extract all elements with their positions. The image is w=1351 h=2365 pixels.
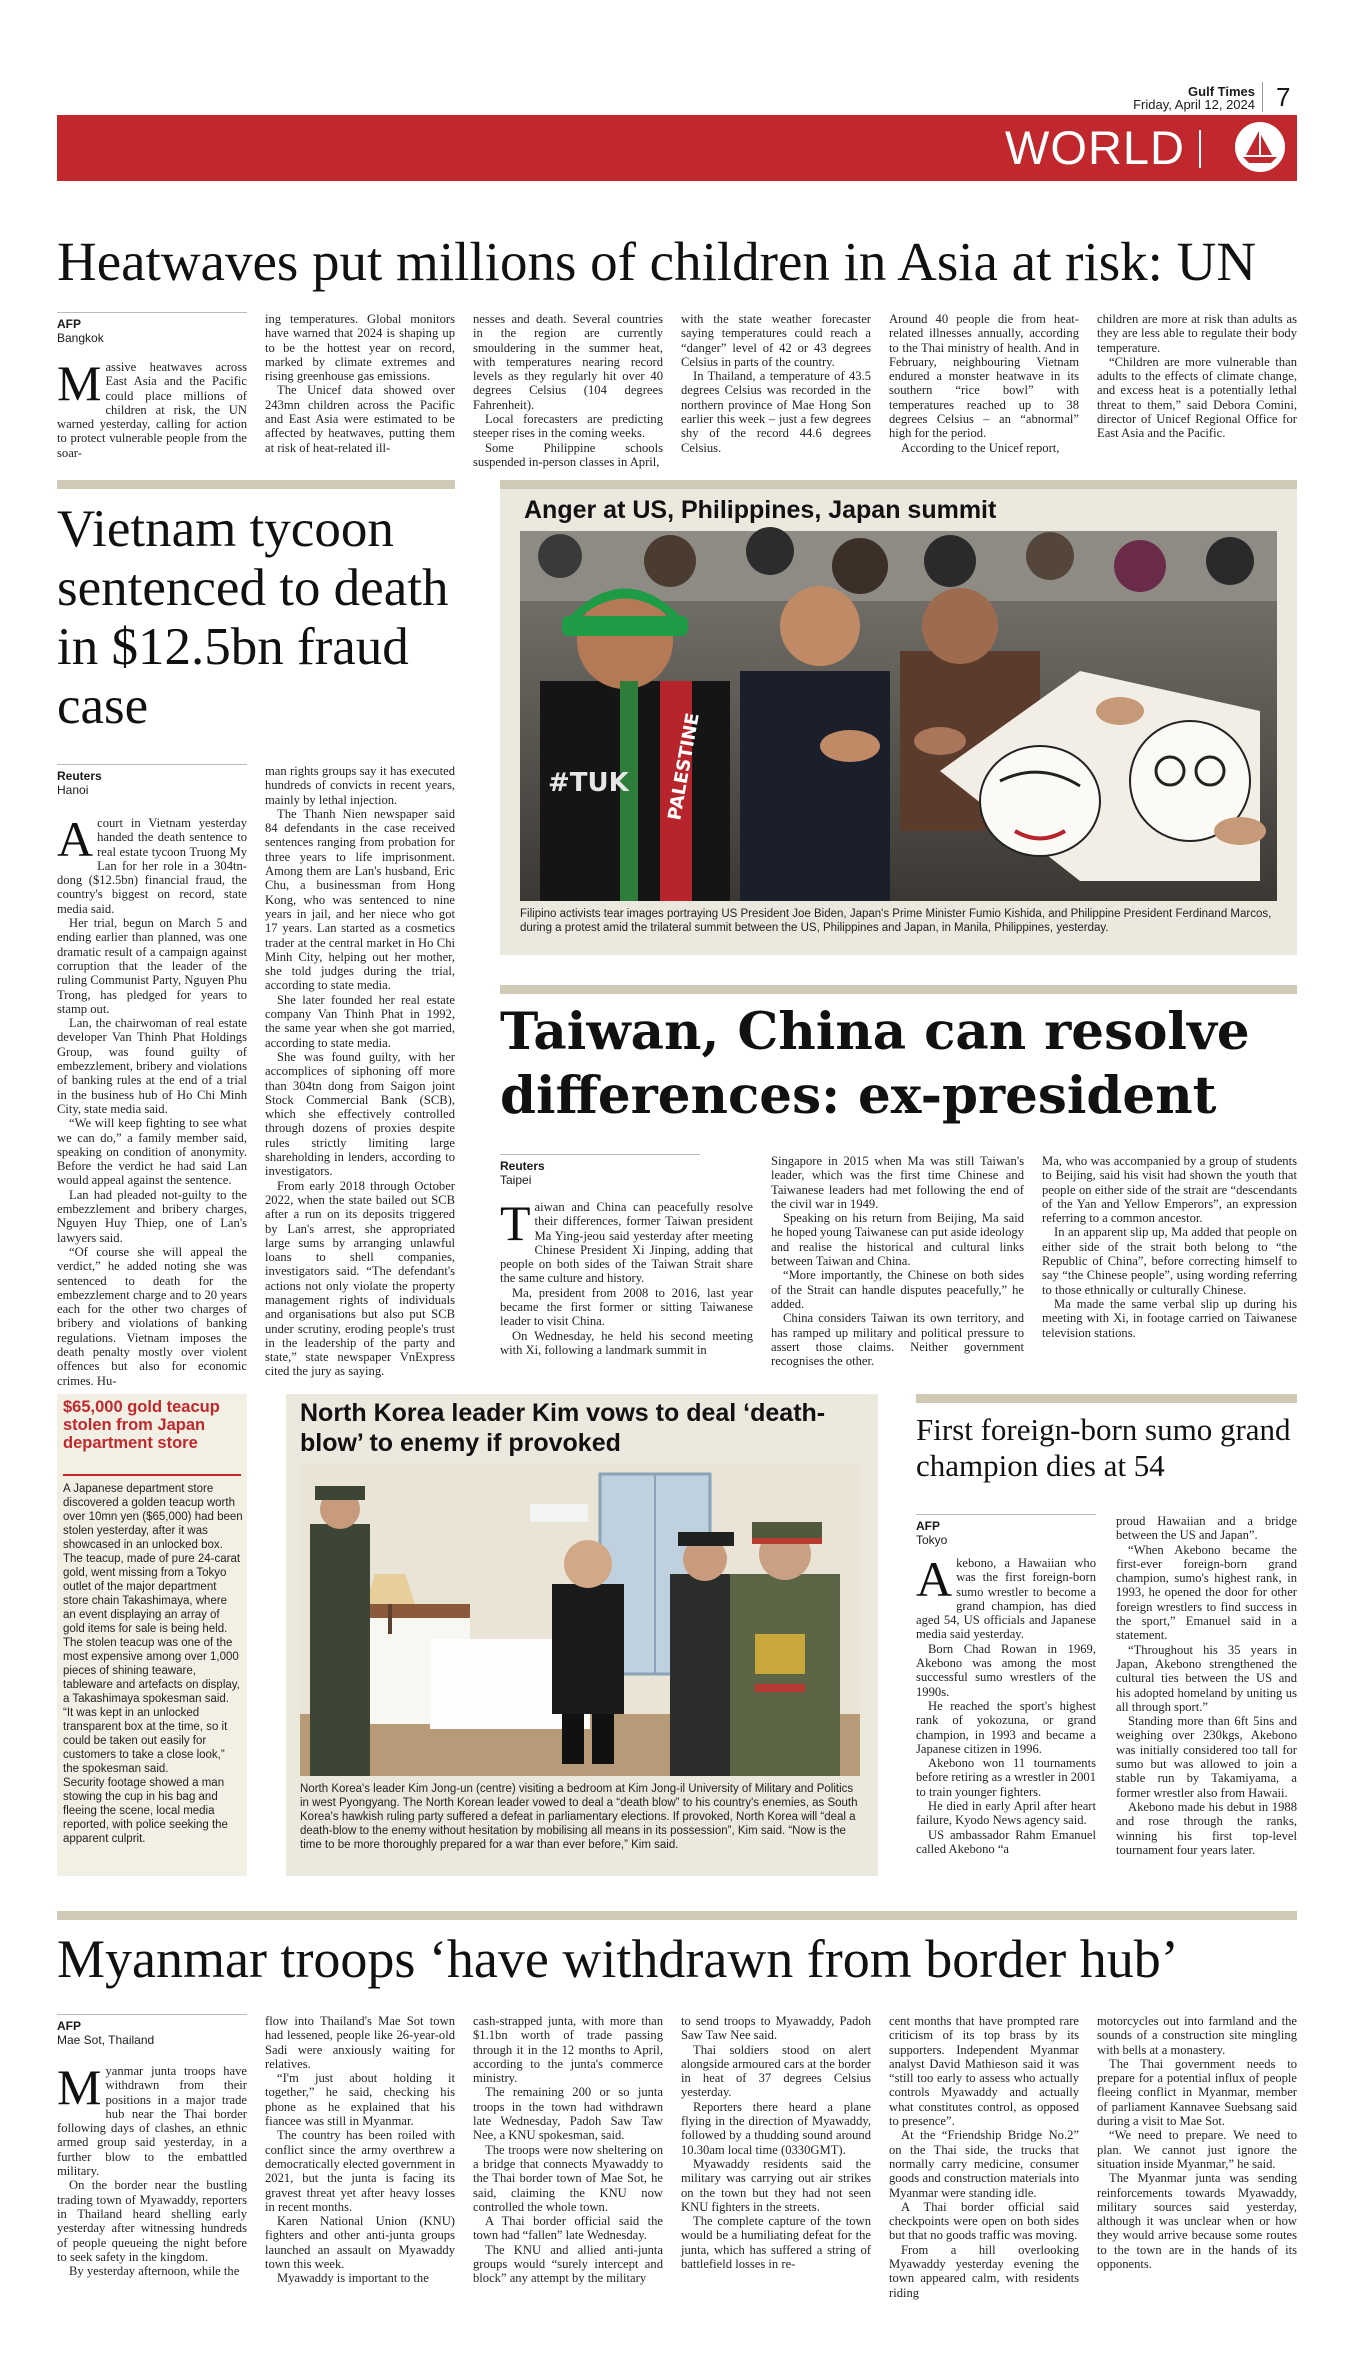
section-banner <box>57 115 1297 181</box>
paragraph: He died in early April after heart failure, Kyodo News agency said. <box>916 1799 1096 1828</box>
paragraph: ing temperatures. Global monitors have warned that 2024 is shaping up to be the hottest year on record, marked by climate extremes and rising greenhouse gas emissions. <box>265 312 455 384</box>
paragraph: Local forecasters are predicting steeper rises in the coming weeks. <box>473 412 663 441</box>
paragraph: cash-strapped junta, with more than $1.1bn worth of trade passing through it in the 12 months to April, according to the junta's commerce ministry. <box>473 2014 663 2086</box>
paragraph: Lan had pleaded not-guilty to the embezzlement and bribery charges, Nguyen Huy Thiep, one of Lan's lawyers said. <box>57 1187 247 1245</box>
paragraph: proud Hawaiian and a bridge between the US and Japan”. <box>1116 1514 1297 1543</box>
heatwave-col-3 <box>473 312 663 472</box>
paragraph: Reporters there heard a plane flying in the direction of Myawaddy, followed by a thudding sound around 10.30am local time (0330GMT). <box>681 2099 871 2157</box>
myanmar-col-4 <box>681 2014 871 2334</box>
paragraph: with the state weather forecaster saying temperatures could reach a “danger” level of 42 or 43 degrees Celsius in parts of the country. <box>681 312 871 369</box>
paragraph: Singapore in 2015 when Ma was still Taiwan's leader, which was the first time Chinese and Taiwanese leaders had met following the end of the civil war in 1949. <box>771 1154 1024 1211</box>
paragraph: children are more at risk than adults as they are less able to regulate their body temperature. <box>1097 312 1297 355</box>
paragraph: The Myanmar junta was sending reinforcements towards Myawaddy, military sources said yesterday, although it was unclear when or how they would arrive because some routes to the town are in the hands of its opponents. <box>1097 2171 1297 2272</box>
myanmar-col-3 <box>473 2014 663 2334</box>
paragraph: “It was kept in an unlocked transparent box at the time, so it could be taken out easily for customers to take a close look,” the spokesman said. <box>63 1707 228 1775</box>
teacup-brief-box <box>57 1394 247 1876</box>
protest-photo-box <box>500 489 1297 955</box>
taiwan-col-3 <box>1042 1154 1297 1376</box>
paragraph: The KNU and allied anti-junta groups would “surely intercept and block” any attempt by the military <box>473 2242 663 2286</box>
paragraph: “More importantly, the Chinese on both sides of the Strait can handle disputes peacefully,” he added. <box>771 1268 1024 1311</box>
paragraph: “We will keep fighting to see what we can do,” a family member said, speaking on condition of anonymity. Before the verdict he had said Lan would appeal against the sentence. <box>57 1116 247 1188</box>
paragraph: cent months that have prompted rare criticism of its top brass by its supporters. Independent Myanmar analyst David Mathieson said it was “still too early to assess who actually controls Myawaddy and actually what constitutes control, as opposed to presence”. <box>889 2014 1079 2129</box>
byline-agency: Reuters <box>500 1159 545 1173</box>
section-name: WORLD <box>1005 121 1185 174</box>
kim-caption: North Korea's leader Kim Jong-un (centre) visiting a bedroom at Kim Jong-il University of Military and Politics in west Pyongyang. The North Korean leader vowed to deal a “death blow” to his country's enemies, as South Korea's hawkish ruling party suffered a defeat in parliamentary elections. If provoked, North Korea will “deal a death-blow to the enemy without hesitation by mobilising all means in its possession”, Kim said. “Now is the time to be more thoroughly prepared for a war than ever before,” Kim said. <box>300 1783 858 1851</box>
byline-agency: AFP <box>57 2019 81 2033</box>
paragraph: “Of course she will appeal the verdict,” he added noting she was sentenced to death for the embezzlement charge and to 20 years each for the other two charges of bribery and violations of banking regulations. Vietnam imposes the death penalty mostly over violent offences but also for economic crimes. Hu- <box>57 1244 247 1388</box>
section-rule <box>500 480 1297 489</box>
paragraph: “Throughout his 35 years in Japan, Akebono strengthened the cultural ties between the US and his adopted homeland by uniting us all through sport.” <box>1116 1642 1297 1714</box>
vietnam-headline: Vietnam tycoon sentenced to death in $12.5bn fraud case <box>57 500 449 735</box>
dropcap: M <box>57 355 102 411</box>
paragraph: In Thailand, a temperature of 43.5 degrees Celsius was recorded in the northern province of Mae Hong Son earlier this week – just a few degrees shy of the record 44.6 degrees Celsius. <box>681 369 871 455</box>
paragraph: The remaining 200 or so junta troops in the town had withdrawn late Wednesday, Padoh Saw Taw Nee, a KNU spokesman, said. <box>473 2085 663 2143</box>
publication-name: Gulf Times <box>1188 84 1255 99</box>
section-rule <box>57 1911 1297 1920</box>
byline-agency: Reuters <box>57 769 102 783</box>
dropcap: M <box>57 2059 102 2115</box>
paragraph: “Children are more vulnerable than adults to the effects of climate change, and excess heat is a potentially lethal threat to them,” said Debora Comini, director of Unicef Regional Office for East Asia and the Pacific. <box>1097 354 1297 441</box>
sumo-byline <box>916 1514 1096 1547</box>
paragraph: Thai soldiers stood on alert alongside armoured cars at the border in heat of 37 degrees Celsius yesterday. <box>681 2042 871 2100</box>
shirt-slogan-text: #TUK <box>548 768 629 798</box>
vietnam-col-2 <box>265 764 455 1379</box>
myanmar-col-6 <box>1097 2014 1297 2334</box>
kim-photo <box>300 1464 860 1776</box>
section-rule <box>500 985 1297 994</box>
vietnam-col-1 <box>57 811 247 1388</box>
paragraph: Akebono made his debut in 1988 and rose through the ranks, winning his first top-level tournament four years later. <box>1116 1799 1297 1857</box>
paragraph: Standing more than 6ft 5ins and weighing over 230kgs, Akebono was initially considered too tall for sumo but was allowed to join a stable run by Takamiyama, a former wrestler also from Hawaii. <box>1116 1714 1297 1800</box>
sumo-col-2 <box>1116 1514 1297 1874</box>
paragraph: Security footage showed a man stowing the cup in his bag and fleeing the scene, local media reported, with police seeking the apparent culprit. <box>63 1777 228 1845</box>
byline-dateline: Taipei <box>500 1173 532 1187</box>
paragraph: The Unicef data showed over 243mn children across the Pacific and East Asia were estimated to be affected by heatwaves, putting them at risk of heat-related ill- <box>265 383 455 455</box>
paragraph: On Wednesday, he held his second meeting with Xi, following a landmark summit in <box>500 1328 753 1357</box>
paragraph: By yesterday afternoon, while the <box>69 2264 240 2279</box>
heatwave-col-4 <box>681 312 871 472</box>
paragraph: yanmar junta troops have withdrawn from their positions in a major trade hub near the Thai border following days of clashes, an ethnic armed group said yesterday, in a further blow to the embattled military. <box>57 2064 247 2179</box>
paragraph: The troops were now sheltering on a bridge that connects Myawaddy to the Thai border town of Mae Sot, he said, claiming the KNU now controlled the whole town. <box>473 2142 663 2214</box>
paragraph: nesses and death. Several countries in the region are currently smouldering in the summer heat, with temperatures nearing record levels as they regularly hit over 40 degrees Celsius (104 degrees Fahrenheit). <box>473 312 663 412</box>
teacup-headline: $65,000 gold teacup stolen from Japan department store <box>63 1398 220 1452</box>
byline-dateline: Hanoi <box>57 783 89 797</box>
paragraph: “When Akebono became the first-ever foreign-born grand champion, sumo's highest rank, in 1993, he opened the door for other foreign wrestlers to find success in the sport,” Emanuel said in a statement. <box>1116 1542 1297 1643</box>
paragraph: The complete capture of the town would be a humiliating defeat for the junta, which has suffered a string of battlefield losses in re- <box>681 2214 871 2272</box>
sumo-headline: First foreign-born sumo grand champion dies at 54 <box>916 1412 1291 1483</box>
myanmar-col-5 <box>889 2014 1079 2334</box>
paragraph: kebono, a Hawaiian who was the first foreign-born sumo wrestler to become a grand champion, has died aged 54, US officials and Japanese media said yesterday. <box>916 1556 1096 1642</box>
paragraph: She later founded her real estate company Van Thinh Phat in 1992, the same year when she got married, according to state media. <box>265 992 455 1050</box>
paragraph: The country has been roiled with conflict since the army overthrew a democratically elected government in 2021, but the junta is facing its gravest threat yet after heavy losses in recent months. <box>265 2128 455 2214</box>
paragraph: Lan, the chairwoman of real estate developer Van Thinh Phat Holdings Group, was found guilty of embezzlement, bribery and violations of banking rules at the end of a trial in the business hub of Ho Chi Minh City, state media said. <box>57 1016 247 1116</box>
taiwan-col-2 <box>771 1154 1024 1376</box>
paragraph: “We need to prepare. We need to plan. We cannot just ignore the situation inside Myanmar,” he said. <box>1097 2128 1297 2171</box>
paragraph: Ma, president from 2008 to 2016, last year became the first former or sitting Taiwanese leader to visit China. <box>500 1285 753 1329</box>
myanmar-col-2 <box>265 2014 455 2334</box>
byline-dateline: Tokyo <box>916 1533 948 1547</box>
paragraph: Born Chad Rowan in 1969, Akebono was among the most successful sumo wrestlers of the 1990s. <box>916 1641 1096 1699</box>
issue-date: Friday, April 12, 2024 <box>1133 97 1255 112</box>
paragraph: Myawaddy is important to the <box>277 2271 429 2286</box>
heatwave-col-6 <box>1097 312 1297 472</box>
paragraph: aiwan and China can peacefully resolve their differences, former Taiwan president Ma Ying-jeou said yesterday after meeting Chinese President Xi Jinping, adding that people on both sides of the Taiwan Strait share the same culture and history. <box>500 1200 753 1286</box>
paragraph: A Thai border official said the town had “fallen” late Wednesday. <box>473 2214 663 2243</box>
byline-agency: AFP <box>57 317 81 331</box>
paragraph: The stolen teacup was one of the most expensive among over 1,000 pieces of shining teaware, tableware and artefacts on display, a Takashimaya spokesman said. <box>63 1637 240 1705</box>
paragraph: A Thai border official said checkpoints were open on both sides but that no goods traffic was moving. <box>889 2199 1079 2243</box>
taiwan-headline: Taiwan, China can resolve differences: ex-president <box>500 1002 1250 1126</box>
paragraph: The teacup, made of pure 24-carat gold, went missing from a Tokyo outlet of the major department store chain Takashimaya, where an event displaying an array of gold items for sale is being held. <box>63 1553 241 1635</box>
paragraph: From a hill overlooking Myawaddy yesterday evening the town appeared calm, with residents riding <box>889 2242 1079 2300</box>
protest-photo <box>520 531 1277 901</box>
byline-dateline: Bangkok <box>57 331 104 345</box>
banner-divider <box>1199 130 1201 168</box>
dropcap: A <box>57 811 94 867</box>
paragraph: to send troops to Myawaddy, Padoh Saw Taw Nee said. <box>681 2014 871 2043</box>
section-rule <box>916 1394 1297 1403</box>
paragraph: US ambassador Rahm Emanuel called Akebono “a <box>916 1827 1096 1856</box>
paragraph: motorcycles out into farmland and the sounds of a construction site mingling with bells at a monastery. <box>1097 2014 1297 2057</box>
paragraph: She was found guilty, with her accomplices of siphoning off more than 304tn dong from Saigon joint Stock Commercial Bank (SCB), which she effectively controlled through dozens of proxies despite rules strictly limiting large shareholding in lenders, according to investigators. <box>265 1049 455 1179</box>
paragraph: Ma, who was accompanied by a group of students to Beijing, said his visit had shown the youth that people on either side of the strait are “descendants of the Yan and Yellow Emperors”, an expression referring to a common ancestor. <box>1042 1154 1297 1226</box>
heatwave-byline <box>57 312 247 345</box>
palestine-sign-text: PALESTINE <box>664 711 704 822</box>
paragraph: Some Philippine schools suspended in-person classes in April, <box>473 440 663 469</box>
paragraph: From early 2018 through October 2022, when the state bailed out SCB after a run on its deposits triggered by Lan's arrest, she appropriated large sums by arranging unlawful loans to shell companies, investigators said. “The defendant's actions not only violate the property management rights of individuals and organisations but also put SCB under scrutiny, eroding people's trust in the leadership of the party and state,” state newspaper VnExpress cited the jury as saying. <box>265 1178 455 1379</box>
myanmar-byline <box>57 2014 247 2047</box>
dhow-boat-icon <box>1235 122 1285 172</box>
protest-caption: Filipino activists tear images portraying US President Joe Biden, Japan's Prime Minister Fumio Kishida, and Philippine President Ferdinand Marcos, during a protest amid the trilateral summit between the US, Philippines and Japan, in Manila, Philippines, yesterday. <box>520 908 1272 934</box>
heatwave-col-5 <box>889 312 1079 472</box>
paragraph: The Thai government needs to prepare for a potential influx of people fleeing conflict in Myanmar, member of parliament Kannavee Suebsang said during a visit to Mae Sot. <box>1097 2056 1297 2129</box>
paragraph: Karen National Union (KNU) fighters and other anti-junta groups launched an assault on Myawaddy town this week. <box>265 2214 455 2272</box>
paragraph: assive heatwaves across East Asia and the Pacific could place millions of children at risk, the UN warned yesterday, calling for action to protect vulnerable people from the soar- <box>57 360 247 460</box>
masthead-divider <box>1262 82 1263 112</box>
myanmar-headline: Myanmar troops ‘have withdrawn from border hub’ <box>57 1929 1179 1989</box>
paragraph: Ma made the same verbal slip up during his meeting with Xi, in footage carried on Taiwanese television stations. <box>1042 1296 1297 1340</box>
heatwave-col-1 <box>57 355 247 466</box>
paragraph: Myawaddy residents said the military was carrying out air strikes on the town but they had not seen KNU fighters in the streets. <box>681 2156 871 2214</box>
paragraph: The Thanh Nien newspaper said 84 defendants in the case received sentences ranging from probation for three years to life imprisonment. Among them are Lan's husband, Eric Chu, a businessman from Hong Kong, who was sentenced to nine years in jail, and her niece who got 17 years. Lan started as a cosmetics trader at the central market in Ho Chi Minh City, helping out her mother, she told judges during the trial, according to state media. <box>265 806 455 993</box>
vietnam-byline <box>57 764 247 797</box>
byline-agency: AFP <box>916 1519 940 1533</box>
paragraph: Speaking on his return from Beijing, Ma said he hoped young Taiwanese can put aside ideology and realise the historical and cultural links between Taiwan and China. <box>771 1211 1024 1269</box>
kim-photo-box <box>286 1394 878 1876</box>
teacup-body <box>63 1482 243 1846</box>
paragraph: Her trial, begun on March 5 and ending earlier than planned, was one dramatic result of a campaign against corruption that the leader of the ruling Communist Party, Nguyen Phu Trong, has pledged for years to stamp out. <box>57 916 247 1016</box>
page-number: 7 <box>1276 82 1291 112</box>
section-rule <box>57 480 455 489</box>
taiwan-col-1 <box>500 1195 753 1376</box>
heatwave-col-2 <box>265 312 455 472</box>
paragraph: “I'm just about holding it together,” he said, checking his phone as he explained that his fiancee was still in Myanmar. <box>265 2071 455 2129</box>
paragraph: Akebono won 11 tournaments before retiring as a wrestler in 2001 to train younger fighters. <box>916 1756 1096 1799</box>
paragraph: China considers Taiwan its own territory, and has ramped up military and political pressure to assert those claims. Neither government recognises the other. <box>771 1311 1024 1369</box>
teacup-divider <box>63 1474 241 1476</box>
heatwave-headline: Heatwaves put millions of children in Asia at risk: UN <box>57 231 1257 292</box>
dropcap: A <box>916 1551 953 1607</box>
dropcap: T <box>500 1195 531 1251</box>
paragraph: court in Vietnam yesterday handed the death sentence to real estate tycoon Truong My Lan for her role in a 304tn-dong ($12.5bn) financial fraud, the country's biggest on record, state media said. <box>57 816 247 916</box>
taiwan-byline <box>500 1154 700 1187</box>
paragraph: man rights groups say it has executed hundreds of convicts in recent years, mainly by lethal injection. <box>265 764 455 807</box>
paragraph: A Japanese department store discovered a golden teacup worth over 10mn yen ($65,000) had been stolen yesterday, after it was showcased in an unlocked box. <box>63 1483 243 1551</box>
protest-headline: Anger at US, Philippines, Japan summit <box>524 496 997 524</box>
myanmar-col-1 <box>57 2059 247 2334</box>
byline-dateline: Mae Sot, Thailand <box>57 2033 155 2047</box>
paragraph: According to the Unicef report, <box>901 440 1060 455</box>
sumo-col-1 <box>916 1551 1096 1874</box>
paragraph: In an apparent slip up, Ma added that people on either side of the strait both belong to “the Republic of China”, before correcting himself to say “the Chinese people”, using wording referring to those ethnically or culturally Chinese. <box>1042 1225 1297 1297</box>
paragraph: On the border near the bustling trading town of Myawaddy, reporters in Thailand heard shelling early yesterday after witnessing hundreds of people queueing the night before to seek safety in the kingdom. <box>57 2178 247 2264</box>
kim-headline: North Korea leader Kim vows to deal ‘death-blow’ to enemy if provoked <box>300 1399 826 1457</box>
paragraph: At the “Friendship Bridge No.2” on the Thai side, the trucks that normally carry medicine, consumer goods and construction materials into Myanmar were standing idle. <box>889 2128 1079 2200</box>
paragraph: He reached the sport's highest rank of yokozuna, or grand champion, in 1993 and became a Japanese citizen in 1996. <box>916 1698 1096 1756</box>
paragraph: flow into Thailand's Mae Sot town had lessened, people like 26-year-old Sadi were anxiously waiting for relatives. <box>265 2014 455 2071</box>
paragraph: Around 40 people die from heat-related illnesses annually, according to the Thai ministry of health. And in February, neighbouring Vietnam endured a monster heatwave in its southern “rice bowl” with temperatures reached up to 38 degrees Celsius – an “abnormal” high for the period. <box>889 312 1079 441</box>
